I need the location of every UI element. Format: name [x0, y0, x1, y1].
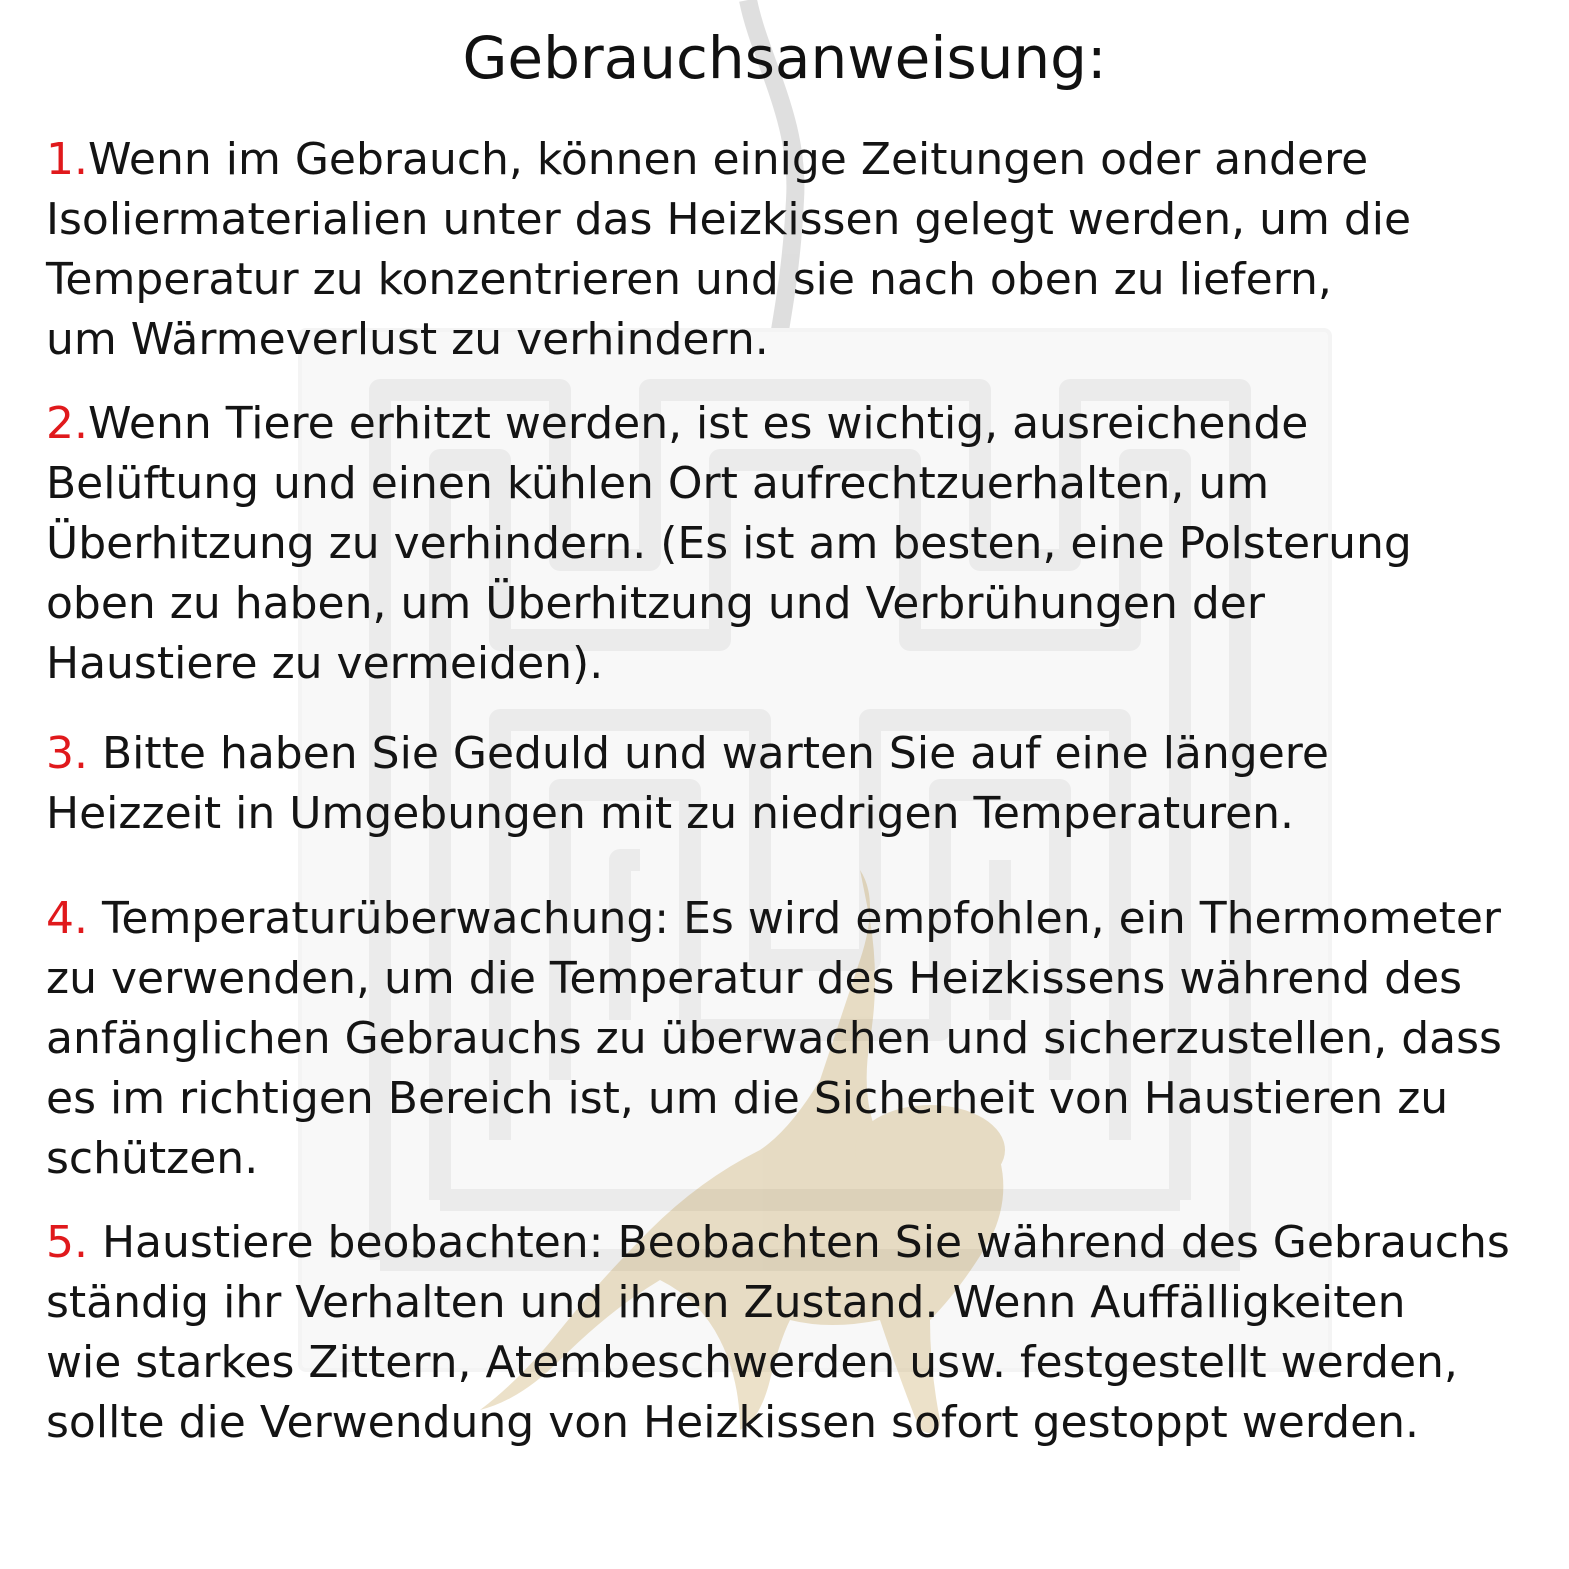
- step-text: Haustiere beobachten: Beobachten Sie während des Gebrauchs ständig ihr Verhalten und ihren Zustand. Wenn Auffälligkeiten wie starkes Zittern, Atembeschwerden usw. festgestellt werden, sollte die Verwendung von Heizkissen sofort gestoppt werden.: [46, 1217, 1510, 1448]
- step-number: 4.: [46, 893, 88, 944]
- step-text: Temperaturüberwachung: Es wird empfohlen, ein Thermometer zu verwenden, um die Temperatur des Heizkissens während des anfänglichen Gebrauchs zu überwachen und sicherzustellen, dass es im richtigen Bereich ist, um die Sicherheit von Haustieren zu schützen.: [46, 893, 1502, 1184]
- page-title: Gebrauchsanweisung:: [462, 24, 1107, 92]
- step-text: Bitte haben Sie Geduld und warten Sie auf eine längere Heizzeit in Umgebungen mit zu niedrigen Temperaturen.: [46, 728, 1329, 839]
- instruction-item: [46, 724, 1561, 844]
- step-number: 2.: [46, 398, 88, 449]
- step-text: Wenn im Gebrauch, können einige Zeitungen oder andere Isoliermaterialien unter das Heizkissen gelegt werden, um die Temperatur zu konzentrieren und sie nach oben zu liefern, um Wärmeverlust zu verhindern.: [46, 134, 1412, 365]
- instruction-item: [46, 130, 1561, 370]
- instruction-item: [46, 889, 1561, 1189]
- step-number: 5.: [46, 1217, 88, 1268]
- step-number: 1.: [46, 134, 88, 185]
- instruction-item: [46, 394, 1561, 694]
- step-text: Wenn Tiere erhitzt werden, ist es wichtig, ausreichende Belüftung und einen kühlen Ort aufrechtzuerhalten, um Überhitzung zu verhindern. (Es ist am besten, eine Polsterung oben zu haben, um Überhitzung und Verbrühungen der Haustiere zu vermeiden).: [46, 398, 1412, 689]
- instruction-item: [46, 1213, 1561, 1453]
- step-number: 3.: [46, 728, 88, 779]
